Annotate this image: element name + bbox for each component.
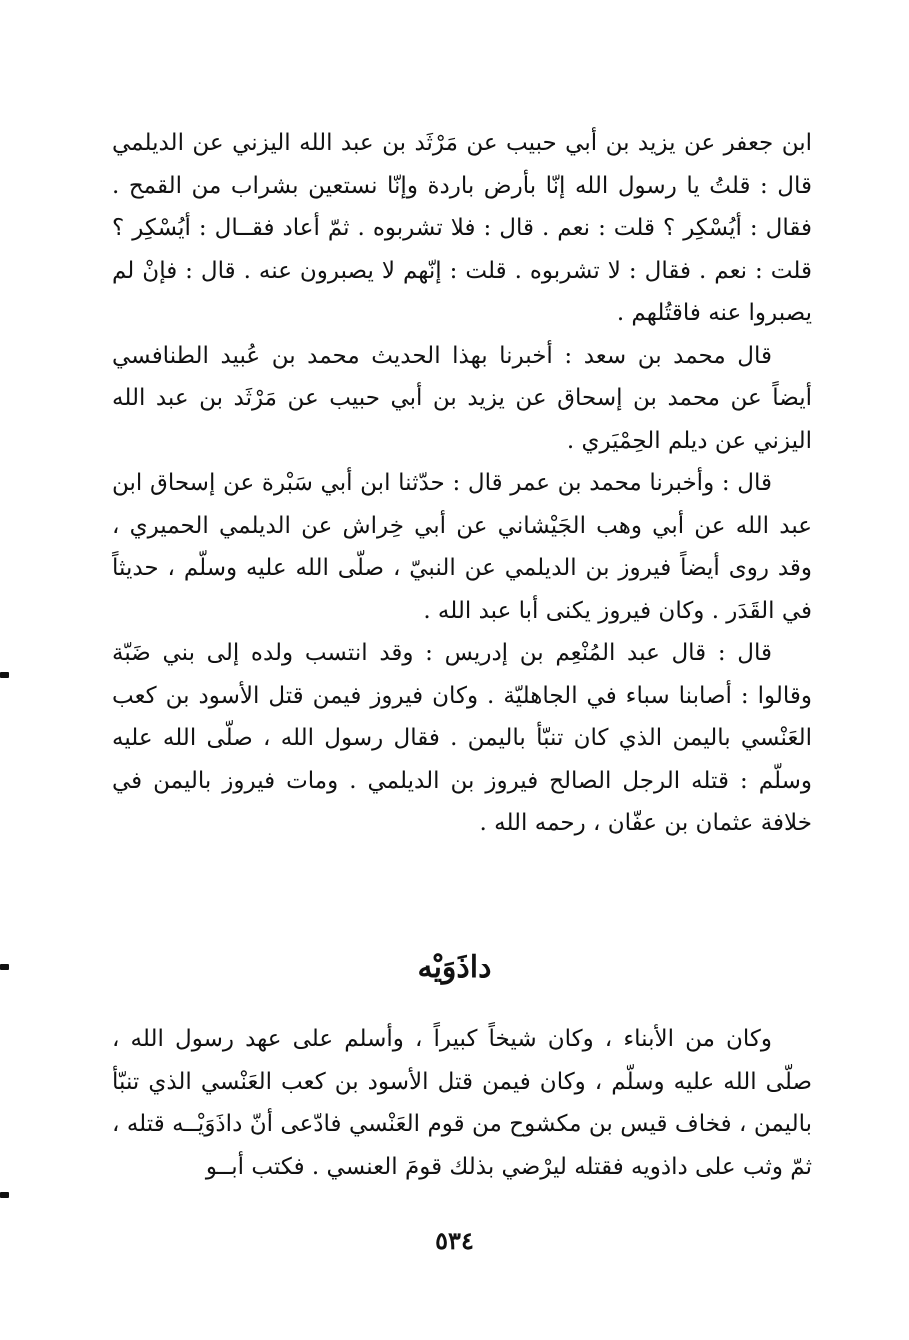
paragraph: ابن جعفر عن يزيد بن أبي حبيب عن مَرْثَد بن عبد الله اليزني عن الديلمي قال : قلتُ يا رسول الله إنّا بأرض باردة وإنّا نستعين بشراب من القمح . فقال : أيُسْكِر ؟ قلت : نعم . قال : فلا تشربوه . ثمّ أعاد فقــال : أيُسْكِر ؟ قلت : نعم . فقال : لا تشربوه . قلت : إنّهم لا يصبرون عنه . قال : فإنْ لم يصبروا عنه فاقتُلهم .: [112, 130, 812, 326]
paragraph: قال محمد بن سعد : أخبرنا بهذا الحديث محمد بن عُبيد الطنافسي أيضاً عن محمد بن إسحاق عن يزيد بن أبي حبيب عن مَرْثَد بن عبد الله اليزني عن ديلم الحِمْيَري .: [112, 342, 812, 454]
paragraph: قال : وأخبرنا محمد بن عمر قال : حدّثنا ابن أبي سَبْرة عن إسحاق ابن عبد الله عن أبي وهب الجَيْشاني عن أبي خِراش عن الديلمي الحميري ، وقد روى أيضاً فيروز بن الديلمي عن النبيّ ، صلّى الله عليه وسلّم ، حديثاً في القَدَر . وكان فيروز يكنى أبا عبد الله .: [112, 470, 812, 624]
body-text-bottom: [112, 1018, 812, 1188]
margin-mark: [0, 964, 9, 970]
margin-mark: [0, 672, 9, 678]
section-heading: داذَوَيْه: [417, 950, 492, 985]
paragraph: قال : قال عبد المُنْعِم بن إدريس : وقد انتسب ولده إلى بني ضَبّة وقالوا : أصابنا سباء في الجاهليّة . وكان فيروز فيمن قتل الأسود بن كعب العَنْسي باليمن الذي كان تنبّأ باليمن . فقال رسول الله ، صلّى الله عليه وسلّم : قتله الرجل الصالح فيروز بن الديلمي . ومات فيروز باليمن في خلافة عثمان بن عفّان ، رحمه الله .: [112, 640, 812, 836]
page-number: ٥٣٤: [435, 1226, 474, 1255]
body-text-top: [112, 122, 812, 845]
margin-mark: [0, 1192, 9, 1198]
paragraph: وكان من الأبناء ، وكان شيخاً كبيراً ، وأسلم على عهد رسول الله ، صلّى الله عليه وسلّم ، وكان فيمن قتل الأسود بن كعب العَنْسي الذي تنبّأ باليمن ، فخاف قيس بن مكشوح من قوم العَنْسي فادّعى أنّ داذَوَيْــه قتله ، ثمّ وثب على داذويه فقتله ليرْضي بذلك قومَ العنسي . فكتب أبــو: [112, 1026, 812, 1180]
